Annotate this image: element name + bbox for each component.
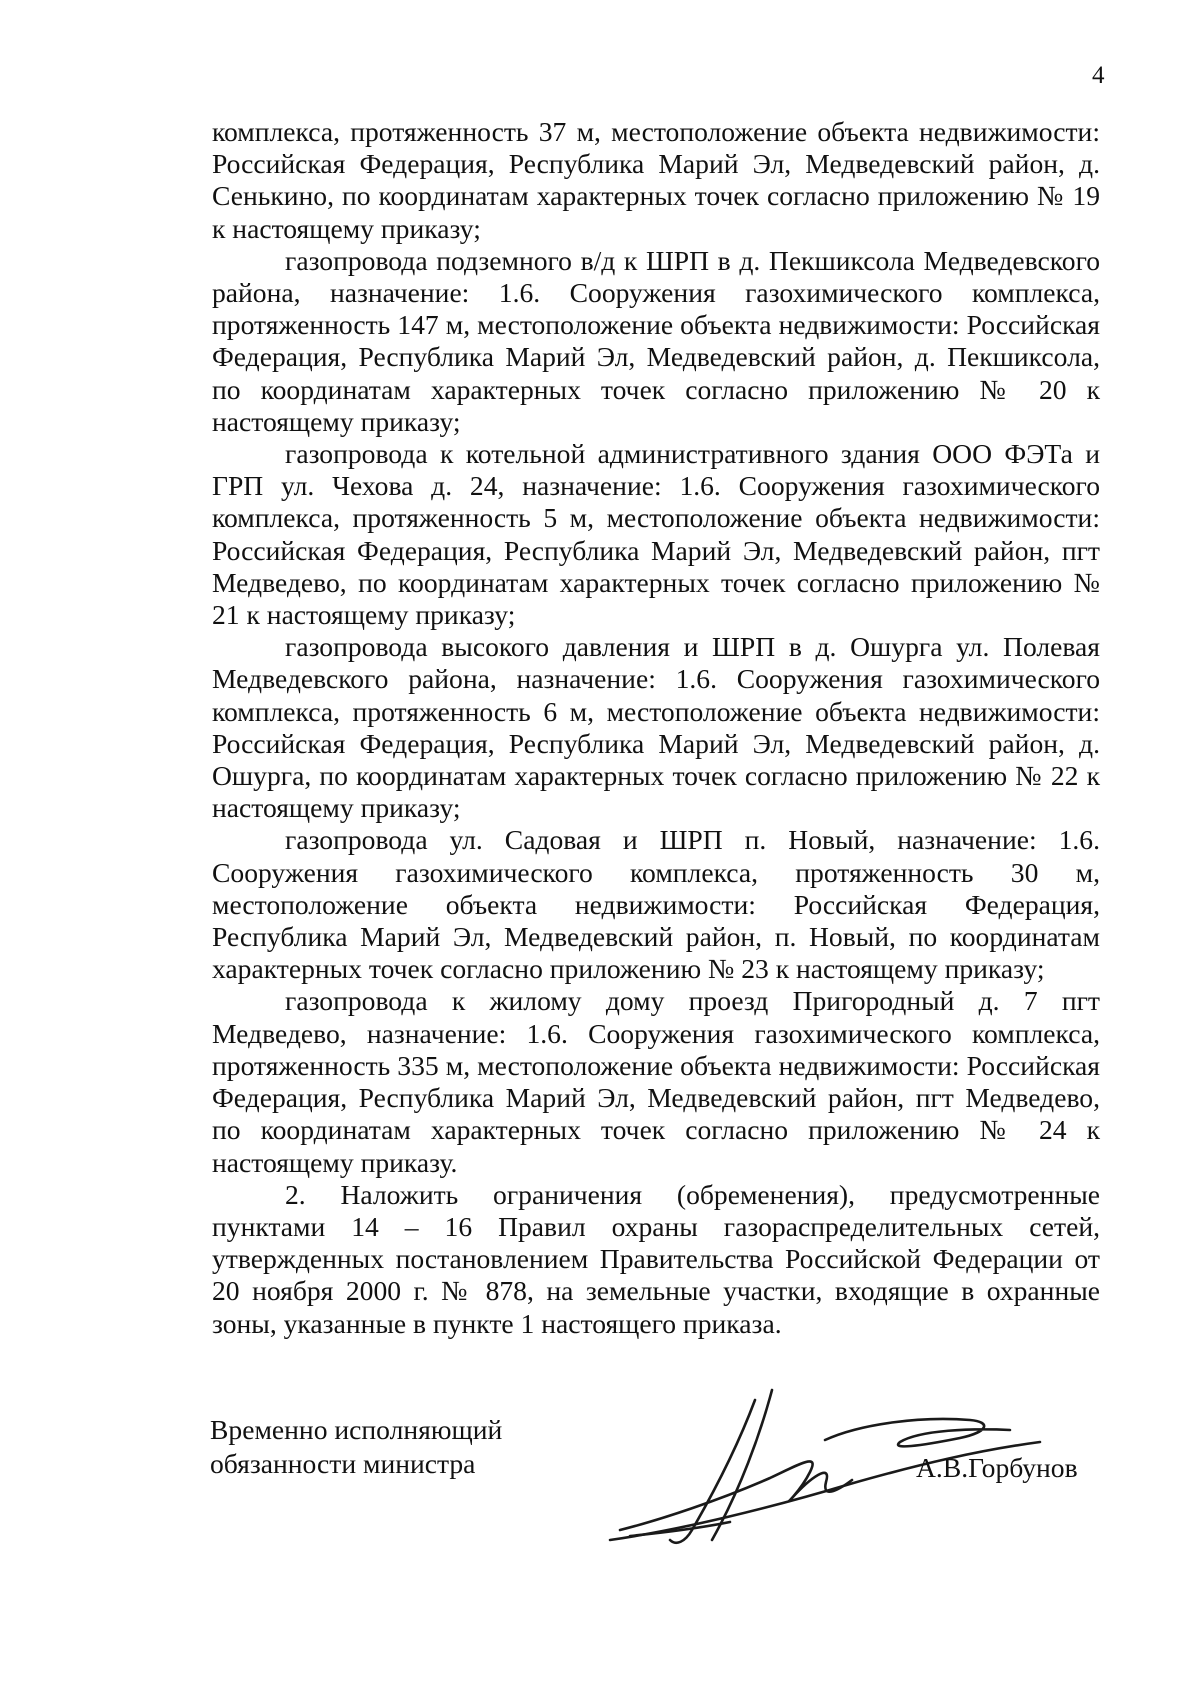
paragraph: 2. Наложить ограничения (обременения), предусмотренные пунктами 14 – 16 Правил охраны газораспределительных сетей, утвержденных постановлением Правительства Российской Федерации от 20 ноября 2000 г. № 878, на земельные участки, входящие в охранные зоны, указанные в пункте 1 настоящего приказа. <box>212 1178 1100 1339</box>
paragraph: комплекса, протяженность 37 м, местоположение объекта недвижимости: Российская Федерация, Республика Марий Эл, Медведевский район, д. Сенькино, по координатам характерных точек согласно приложению № 19 к настоящему приказу; <box>212 116 1100 244</box>
signer-position <box>210 1413 502 1481</box>
page-number: 4 <box>1092 62 1105 89</box>
document-body <box>212 116 1100 1340</box>
paragraph: газопровода к жилому дому проезд Пригородный д. 7 пгт Медведево, назначение: 1.6. Сооружения газохимического комплекса, протяженность 335 м, местоположение объекта недвижимости: Российская Федерация, Республика Марий Эл, Медведевский район, пгт Медведево, по координатам характерных точек согласно приложению № 24 к настоящему приказу. <box>212 985 1100 1178</box>
signer-position-line: Временно исполняющий <box>210 1414 503 1445</box>
signer-position-line: обязанности министра <box>210 1448 476 1479</box>
paragraph: газопровода подземного в/д к ШРП в д. Пекшиксола Медведевского района, назначение: 1.6. Сооружения газохимического комплекса, протяженность 147 м, местоположение объекта недвижимости: Российская Федерация, Республика Марий Эл, Медведевский район, д. Пекшиксола, по координатам характерных точек согласно приложению № 20 к настоящему приказу; <box>212 244 1100 437</box>
paragraph: газопровода ул. Садовая и ШРП п. Новый, назначение: 1.6. Сооружения газохимического комплекса, протяженность 30 м, местоположение объекта недвижимости: Российская Федерация, Республика Марий Эл, Медведевский район, п. Новый, по координатам характерных точек согласно приложению № 23 к настоящему приказу; <box>212 824 1100 985</box>
signer-name: А.В.Горбунов <box>916 1452 1078 1483</box>
paragraph: газопровода высокого давления и ШРП в д. Ошурга ул. Полевая Медведевского района, назначение: 1.6. Сооружения газохимического комплекса, протяженность 6 м, местоположение объекта недвижимости: Российская Федерация, Республика Марий Эл, Медведевский район, д. Ошурга, по координатам характерных точек согласно приложению № 22 к настоящему приказу; <box>212 631 1100 824</box>
paragraph: газопровода к котельной административного здания ООО ФЭТа и ГРП ул. Чехова д. 24, назначение: 1.6. Сооружения газохимического комплекса, протяженность 5 м, местоположение объекта недвижимости: Российская Федерация, Республика Марий Эл, Медведевский район, пгт Медведево, по координатам характерных точек согласно приложению № 21 к настоящему приказу; <box>212 438 1100 631</box>
